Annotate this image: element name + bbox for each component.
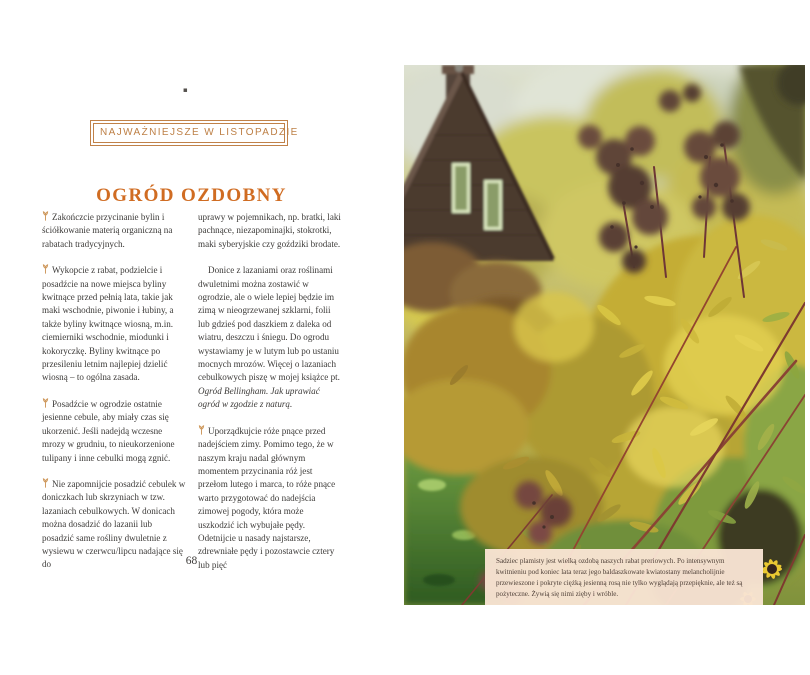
section-badge — [90, 120, 299, 146]
section-badge-label: NAJWAŻNIEJSZE W LISTOPADZIE — [93, 123, 285, 143]
paragraph — [198, 264, 342, 411]
column-right — [198, 211, 342, 585]
paragraph-text: Nie zapomnijcie posadzić cebulek w doniczkach lub skrzyniach w tzw. lazaniach cebulkowych. W donicach można dosadzić do lazanii lub posadzić same rośliny dwuletnie z wysiewu w czerwcu/lipcu nadające się do — [42, 478, 186, 570]
page-title: OGRÓD OZDOBNY — [96, 184, 287, 206]
sprout-icon — [198, 425, 205, 435]
paragraph-continuation — [198, 211, 342, 251]
small-square-icon: ▪ — [183, 86, 188, 94]
paragraph-text: Uporządkujcie róże pnące przed nadejściem zimy. Pomimo tego, że w naszym kraju nadal głównym momentem przycinania róż jest przełom lutego i marca, to róże pnące warto przygotować do nadejścia zimowej pogody, która może uszkodzić ich wybujałe pędy. Odetnijcie u nasady najstarsze, zdrewniałe pędy i pozostawcie cztery lub pięć — [198, 425, 336, 570]
book-title-reference: Ogród Bellingham. Jak uprawiać ogród w zgodzie z naturą. — [198, 385, 320, 410]
paragraph — [42, 398, 186, 465]
sprout-icon — [42, 211, 49, 221]
paragraph — [42, 264, 186, 385]
sprout-icon — [42, 398, 49, 408]
paragraph-text: Donice z lazaniami oraz roślinami dwuletnimi można zostawić w ogrodzie, ale o wiele lepiej będzie im zimą w nieogrzewanej szklarni, folii lub gdzieś pod daszkiem z daleka od wiatru, deszczu i śniegu. Do ogrodu wystawiamy je w lutym lub po ustaniu mocnych mrozów. Więcej o lazaniach cebulkowych piszę w mojej książce pt. — [198, 265, 340, 383]
photo-caption: Sadziec plamisty jest wielką ozdobą naszych rabat preriowych. Po intensywnym kwitnieniu pod koniec lata teraz jego baldaszkowate kwiatostany melancholijnie przewieszone i pokryte ciężką jesienną rosą nie tylko wyglądają przepięknie, ale też są pożyteczne. Żywią się nimi zięby i wróble. — [485, 549, 763, 605]
paragraph-text: uprawy w pojemnikach, np. bratki, laki pachnące, niezapominajki, stokrotki, maki syberyjskie czy goździki brodate. — [198, 212, 341, 249]
paragraph-text: Posadźcie w ogrodzie ostatnie jesienne cebule, aby miały czas się ukorzenić. Jeśli nadejdą wczesne mrozy w grudniu, to nieukorzenione tulipany i inne cebulki mogą zgnić. — [42, 398, 175, 463]
article-columns — [42, 211, 343, 585]
page-number: 68 — [185, 555, 198, 567]
sprout-icon — [42, 264, 49, 274]
paragraph — [198, 425, 342, 572]
garden-photo-illustration — [404, 65, 805, 605]
column-left — [42, 211, 186, 585]
paragraph — [42, 211, 186, 251]
paragraph-text: Wykopcie z rabat, podzielcie i posadźcie na nowe miejsca byliny kwitnące przed pełnią lata, takie jak maki wschodnie, piwonie i łubiny, a także byliny kwitnące wiosną, m.in. ciemierniki wschodnie, miodunki i kokoryczkę. Byliny kwitnące po przesileniu letnim najlepiej dzielić wiosną – to ogólna zasada. — [42, 265, 174, 383]
garden-photo — [404, 65, 805, 605]
sprout-icon — [42, 478, 49, 488]
paragraph-text: Zakończcie przycinanie bylin i ściółkowanie materią organiczną na rabatach tradycyjnych. — [42, 212, 173, 249]
